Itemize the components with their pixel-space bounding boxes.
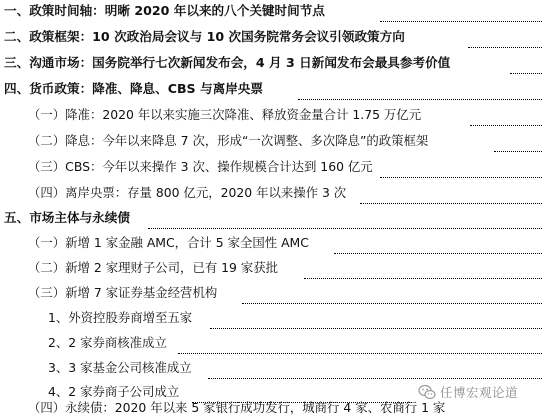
toc-entry-2[interactable]	[0, 26, 542, 52]
wechat-icon	[418, 383, 436, 401]
dot-leader	[380, 21, 542, 22]
dot-leader	[360, 203, 542, 204]
dot-leader	[242, 303, 542, 304]
toc-entry-8[interactable]	[0, 182, 542, 208]
toc-entry-text: （二）降息：今年以来降息 7 次，形成“一次调整、多次降息”的政策框架	[28, 133, 429, 148]
dot-leader	[468, 47, 542, 48]
dot-leader	[304, 278, 542, 279]
dot-leader	[334, 253, 542, 254]
toc-entry-7[interactable]	[0, 156, 542, 182]
toc-entry-text: （四）永续债：2020 年以来 5 家银行成功发行，城商行 4 家、农商行 1 家	[28, 400, 446, 415]
toc-entry-15[interactable]	[0, 357, 542, 383]
toc-entry-text: （三）新增 7 家证券基金经营机构	[28, 285, 218, 300]
wechat-watermark	[418, 381, 542, 403]
toc-entry-text: 1、外资控股券商增至五家	[48, 310, 193, 325]
toc-entry-text: 二、政策框架：10 次政治局会议与 10 次国务院常务会议引领政策方向	[4, 29, 405, 44]
toc-entry-3[interactable]	[0, 52, 542, 78]
toc-entry-text: （一）新增 1 家金融 AMC，合计 5 家全国性 AMC	[28, 235, 309, 250]
toc-entry-text: 一、政策时间轴：明晰 2020 年以来的八个关键时间节点	[4, 3, 325, 18]
dot-leader	[510, 73, 542, 74]
dot-leader	[208, 378, 542, 379]
watermark-text: 任博宏观论道	[440, 385, 519, 400]
dot-leader	[470, 125, 542, 126]
toc-entry-1[interactable]	[0, 0, 542, 26]
toc-entry-text: 2、2 家券商核准成立	[48, 335, 167, 350]
toc-entry-text: （二）新增 2 家理财子公司，已有 19 家获批	[28, 260, 279, 275]
toc-entry-5[interactable]	[0, 104, 542, 130]
dot-leader	[178, 353, 542, 354]
toc-entry-4[interactable]	[0, 78, 542, 104]
toc-entry-text: （一）降准：2020 年以来实施三次降准、释放资金量合计 1.75 万亿元	[28, 107, 422, 122]
toc-entry-text: 五、市场主体与永续债	[4, 210, 130, 225]
toc-entry-11[interactable]	[0, 257, 542, 283]
toc-entry-6[interactable]	[0, 130, 542, 156]
toc-entry-9[interactable]	[0, 207, 542, 233]
toc-entry-12[interactable]	[0, 282, 542, 308]
toc-entry-text: 四、货币政策：降准、降息、CBS 与离岸央票	[4, 81, 263, 96]
toc-entry-text: （四）离岸央票：存量 800 亿元，2020 年以来操作 3 次	[28, 185, 347, 200]
dot-leader	[298, 99, 542, 100]
dot-leader	[494, 151, 542, 152]
dot-leader	[380, 177, 542, 178]
toc-entry-10[interactable]	[0, 232, 542, 258]
toc-entry-14[interactable]	[0, 332, 542, 358]
toc-entry-13[interactable]	[0, 307, 542, 333]
toc-entry-text: 3、3 家基金公司核准成立	[48, 360, 192, 375]
toc-entry-text: 4、2 家券商子公司成立	[48, 384, 180, 399]
dot-leader	[210, 328, 542, 329]
dot-leader	[148, 228, 542, 229]
toc-entry-text: （三）CBS：今年以来操作 3 次、操作规模合计达到 160 亿元	[28, 159, 373, 174]
toc-entry-text: 三、沟通市场：国务院举行七次新闻发布会，4 月 3 日新闻发布会最具参考价值	[4, 55, 451, 70]
